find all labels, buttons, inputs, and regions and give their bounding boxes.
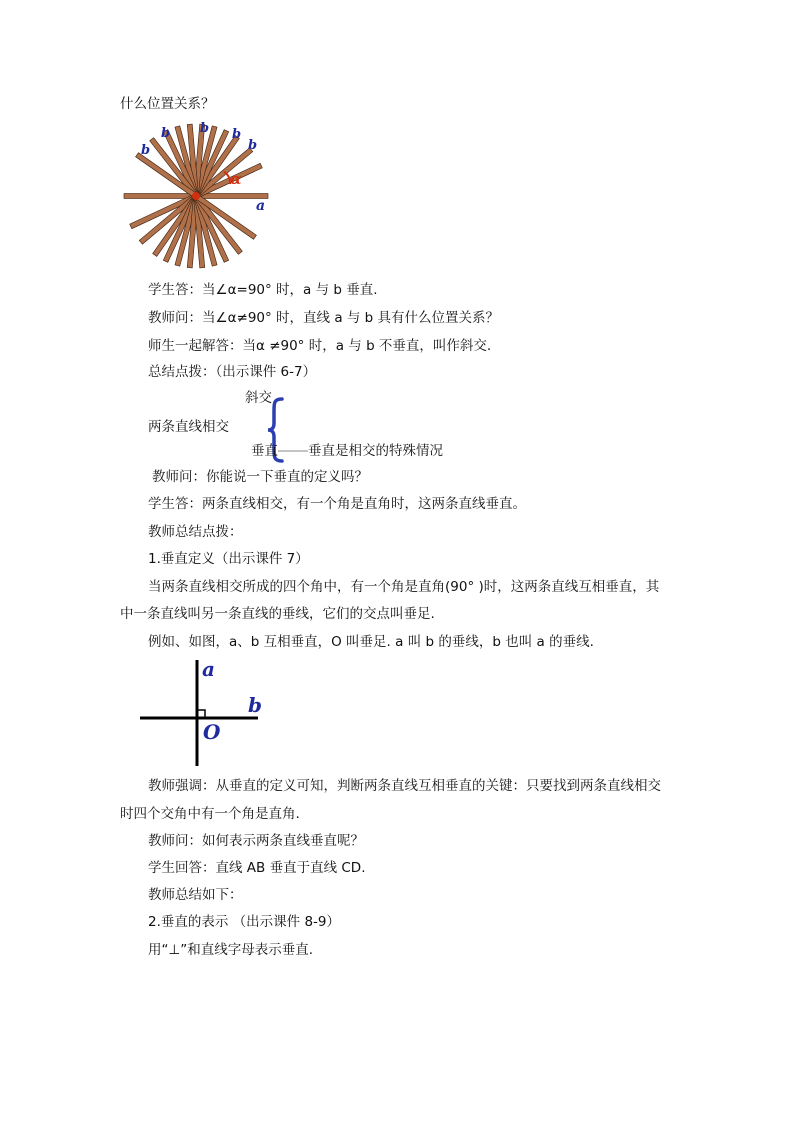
label-a-fig2: a <box>202 657 215 681</box>
label-b-1: b <box>141 143 151 158</box>
classification-top: 斜交 <box>245 390 272 406</box>
label-b-3: b <box>200 121 210 136</box>
connector-line <box>278 449 308 453</box>
label-b-2: b <box>161 126 171 141</box>
pivot-point <box>192 192 200 200</box>
student-answer-2: 学生答：两条直线相交，有一个角是直角时，这两条直线垂直。 <box>148 496 526 512</box>
teacher-question-3: 教师问：如何表示两条直线垂直呢？ <box>148 833 364 849</box>
emphasis-line-1: 教师强调：从垂直的定义可知，判断两条直线互相垂直的关键：只要找到两条直线相交 <box>148 778 661 794</box>
classification-note: 垂直是相交的特殊情况 <box>308 443 443 459</box>
classification-left: 两条直线相交 <box>148 419 229 435</box>
intro-question: 什么位置关系？ <box>120 96 215 112</box>
notation-heading: 2.垂直的表示 （出示课件 8-9） <box>148 914 341 930</box>
example-text: 例如、如图，a、b 互相垂直，O 叫垂足. a 叫 b 的垂线，b 也叫 a 的垂线. <box>148 634 594 650</box>
student-answer-1: 学生答：当∠α=90° 时，a 与 b 垂直. <box>148 282 378 298</box>
definition-heading: 1.垂直定义（出示课件 7） <box>148 551 309 567</box>
student-answer-3: 学生回答：直线 AB 垂直于直线 CD. <box>148 860 366 876</box>
teacher-question-1: 教师问：当∠α≠90° 时，直线 a 与 b 具有什么位置关系？ <box>148 310 500 326</box>
joint-answer: 师生一起解答：当α ≠90° 时，a 与 b 不垂直，叫作斜交. <box>148 338 492 354</box>
label-o-fig2: O <box>203 720 221 744</box>
summary-1: 总结点拨：（出示课件 6-7） <box>148 364 317 380</box>
definition-line-1: 当两条直线相交所成的四个角中，有一个角是直角(90° )时，这两条直线互相垂直，其 <box>148 579 660 595</box>
label-b-4: b <box>232 127 242 142</box>
teacher-summary-2: 教师总结如下： <box>148 887 243 903</box>
classification-bottom: 垂直 <box>251 443 278 459</box>
notation-text: 用“⊥”和直线字母表示垂直. <box>148 942 314 958</box>
label-b-5: b <box>248 138 258 153</box>
definition-line-2: 中一条直线叫另一条直线的垂线，它们的交点叫垂足. <box>120 606 435 622</box>
teacher-summary-1: 教师总结点拨： <box>148 524 243 540</box>
emphasis-line-2: 时四个交角中有一个角是直角. <box>120 806 300 822</box>
teacher-question-2: 教师问：你能说一下垂直的定义吗？ <box>152 469 368 485</box>
label-alpha: α <box>230 170 242 188</box>
label-a: a <box>256 198 266 214</box>
label-b-fig2: b <box>248 693 262 717</box>
